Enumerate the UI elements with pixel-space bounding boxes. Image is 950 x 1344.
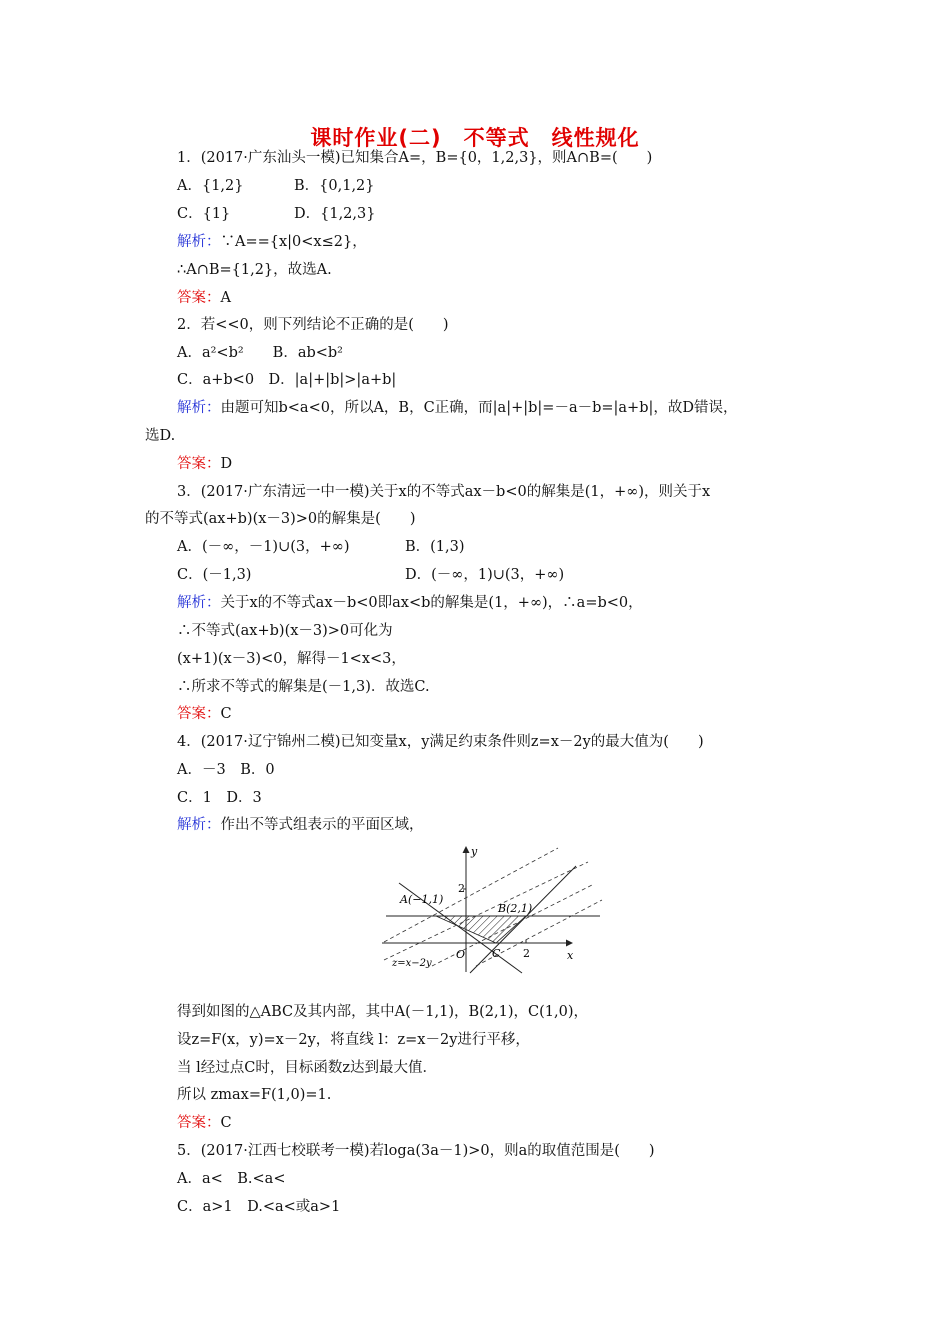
q2-answer-value: D: [220, 456, 233, 472]
q1-solution-line1: ∵A=={x|0<x≤2}，: [220, 234, 367, 250]
q1-solution-line2: ∴A∩B={1,2}，故选A.: [177, 262, 332, 278]
analysis-label: 解析：: [177, 595, 221, 611]
q3-solution-line4: ∴所求不等式的解集是(－1,3)．故选C.: [177, 679, 430, 695]
answer-label: 答案：: [177, 1115, 221, 1131]
q5-options-cd: C．a>1 D.<a<或a>1: [177, 1199, 341, 1215]
q1-answer: [177, 289, 231, 307]
point-b-label: B(2,1): [498, 902, 533, 915]
q4-stem: 4．(2017·辽宁锦州二模)已知变量x，y满足约束条件则z=x－2y的最大值为( ): [177, 734, 704, 750]
q2-options-cd: C．a+b<0 D．|a|+|b|>|a+b|: [177, 372, 397, 388]
q4-analysis: [177, 816, 424, 834]
q3-stem-line2: 的不等式(ax+b)(x－3)>0的解集是( ): [145, 511, 416, 527]
q3-options-cd: [177, 566, 564, 584]
x-axis-label: x: [567, 949, 574, 962]
q2-solution-line1: 由题可知b<a<0，所以A，B，C正确，而|a|+|b|=－a－b=|a+b|，故D错误，: [220, 400, 738, 416]
answer-label: 答案：: [177, 706, 221, 722]
q5-options-ab: A．a< B.<a<: [177, 1171, 286, 1187]
analysis-label: 解析：: [177, 400, 221, 416]
q3-option-b: B．(1,3): [405, 539, 465, 555]
q4-solution-line4: 当 l经过点C时，目标函数z达到最大值．: [177, 1060, 437, 1076]
q1-option-b: B．{0,1,2}: [294, 178, 375, 194]
q3-options-ab: [177, 538, 465, 556]
y-axis-label: y: [471, 845, 478, 858]
q2-answer: [177, 455, 232, 473]
q3-option-a: A．(－∞，－1)∪(3，+∞): [177, 539, 350, 555]
q2-options-ab: A．a²<b² B．ab<b²: [177, 345, 343, 361]
level-line-label: z=x−2y: [392, 958, 432, 969]
q3-answer-value: C: [220, 706, 232, 722]
feasible-region-figure: [380, 842, 610, 974]
q1-options-cd: [177, 205, 375, 223]
q4-options-cd: C．1 D．3: [177, 790, 262, 806]
q2-stem: 2．若<<0，则下列结论不正确的是( ): [177, 317, 449, 333]
q2-analysis: [177, 399, 738, 417]
q1-stem: 1．(2017·广东汕头一模)已知集合A=，B={0，1,2,3}，则A∩B=( ): [177, 150, 653, 166]
level-line-2: [384, 862, 588, 960]
q1-option-d: D．{1,2,3}: [294, 206, 376, 222]
q4-answer: [177, 1114, 232, 1132]
point-a-label: A(−1,1): [400, 893, 444, 906]
y-tick-label: 2: [458, 882, 465, 895]
q1-options-ab: [177, 177, 375, 195]
q2-solution-line2: 选D.: [145, 428, 176, 444]
analysis-label: 解析：: [177, 817, 221, 833]
page-title: 课时作业(二) 不等式 线性规化: [310, 126, 640, 150]
q4-options-ab: A．－3 B．0: [177, 762, 275, 778]
q1-option-c: C．{1}: [177, 206, 231, 222]
x-tick-label: 2: [523, 947, 530, 960]
point-c-label: C: [492, 947, 501, 960]
answer-label: 答案：: [177, 456, 221, 472]
q1-analysis: [177, 233, 367, 251]
analysis-label: 解析：: [177, 234, 221, 250]
q3-analysis: [177, 594, 643, 612]
q1-answer-value: A: [220, 290, 231, 306]
q3-answer: [177, 705, 232, 723]
q3-solution-line2: ∴不等式(ax+b)(x－3)>0可化为: [177, 623, 393, 639]
q4-solution-line1: 作出不等式组表示的平面区域，: [220, 817, 424, 833]
origin-label: O: [456, 948, 466, 961]
q4-solution-line3: 设z=F(x，y)=x－2y，将直线 l：z=x－2y进行平移，: [177, 1032, 530, 1048]
x-axis-arrow-icon: [566, 940, 573, 947]
q5-stem: 5．(2017·江西七校联考一模)若loga(3a－1)>0，则a的取值范围是( ): [177, 1143, 655, 1159]
q1-option-a: A．{1,2}: [177, 178, 244, 194]
q3-option-d: D．(－∞，1)∪(3，+∞): [405, 567, 565, 583]
y-axis-arrow-icon: [463, 846, 470, 853]
q3-stem-line1: 3．(2017·广东清远一中一模)关于x的不等式ax－b<0的解集是(1，+∞)，则关于x: [177, 484, 711, 500]
q3-solution-line1: 关于x的不等式ax－b<0即ax<b的解集是(1，+∞)，∴a=b<0，: [220, 595, 643, 611]
q3-option-c: C．(－1,3): [177, 567, 252, 583]
q4-solution-line5: 所以 zmax=F(1,0)=1.: [177, 1087, 332, 1103]
answer-label: 答案：: [177, 290, 221, 306]
q4-answer-value: C: [220, 1115, 232, 1131]
q4-solution-line2: 得到如图的△ABC及其内部，其中A(－1,1)，B(2,1)，C(1,0)，: [177, 1004, 588, 1020]
q3-solution-line3: (x+1)(x－3)<0，解得－1<x<3，: [177, 651, 406, 667]
